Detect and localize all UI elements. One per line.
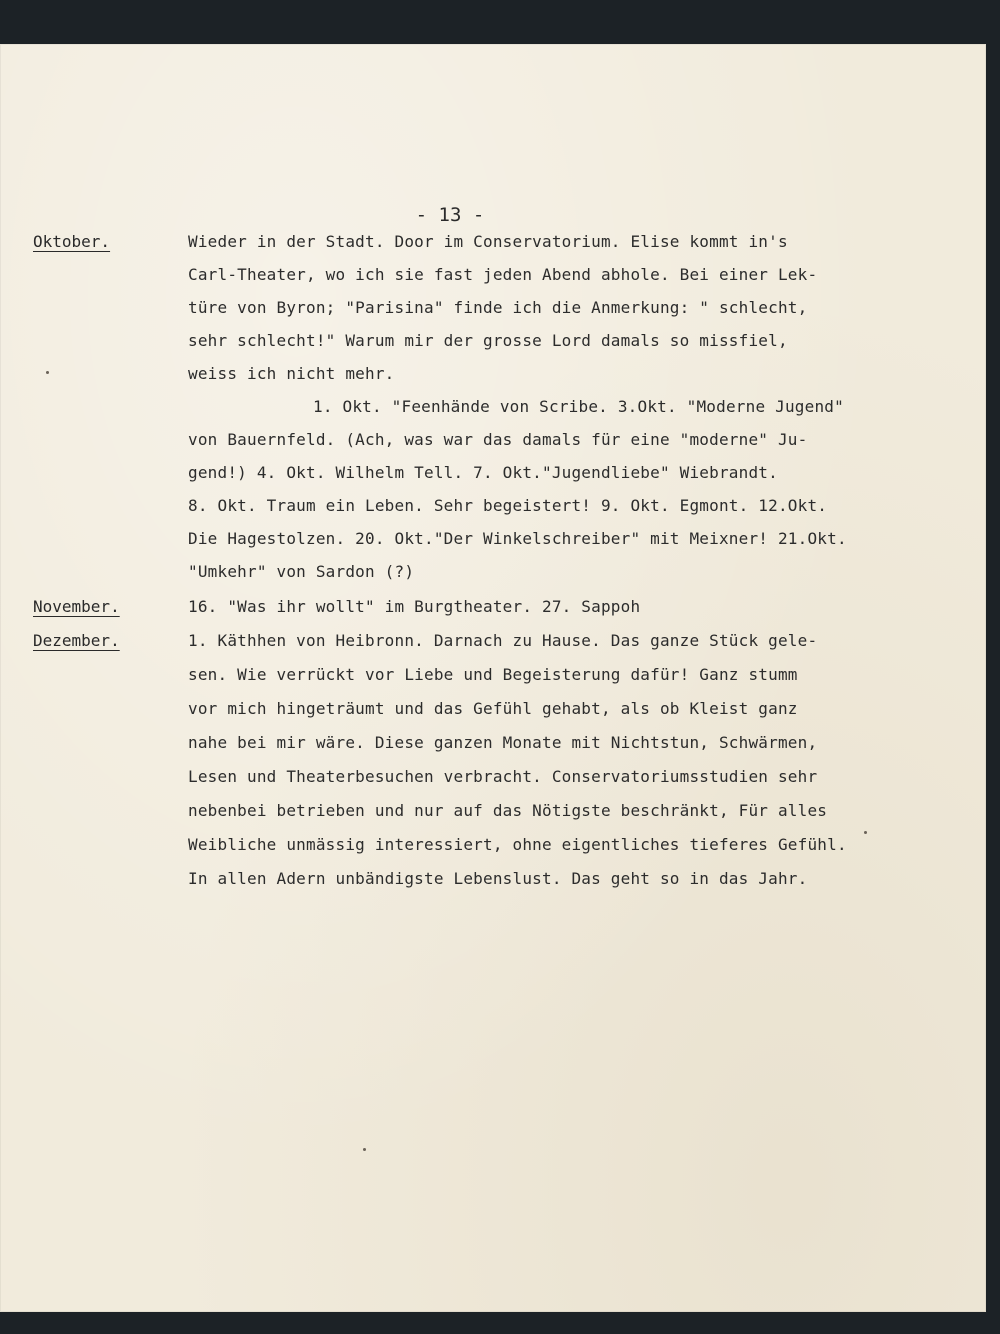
month-label: November. bbox=[33, 597, 120, 616]
text-line: Lesen und Theaterbesuchen verbracht. Conservatoriumsstudien sehr bbox=[188, 767, 818, 786]
month-label: Dezember. bbox=[33, 631, 120, 650]
text-line: In allen Adern unbändigste Lebenslust. Das geht so in das Jahr. bbox=[188, 869, 808, 888]
text-line: 1. Käthhen von Heibronn. Darnach zu Hause. Das ganze Stück gele- bbox=[188, 631, 818, 650]
text-line: nebenbei betrieben und nur auf das Nötigste beschränkt, Für alles bbox=[188, 801, 828, 820]
text-line: Wieder in der Stadt. Door im Conservatorium. Elise kommt in's bbox=[188, 232, 788, 251]
page-number: - 13 - bbox=[415, 204, 485, 226]
month-label: Oktober. bbox=[33, 232, 111, 251]
text-line: Carl-Theater, wo ich sie fast jeden Abend abhole. Bei einer Lek- bbox=[188, 265, 818, 284]
paper-speck bbox=[363, 1148, 366, 1151]
paper-speck bbox=[46, 371, 49, 374]
text-line: gend!) 4. Okt. Wilhelm Tell. 7. Okt."Jugendliebe" Wiebrandt. bbox=[188, 463, 778, 482]
text-line: Die Hagestolzen. 20. Okt."Der Winkelschreiber" mit Meixner! 21.Okt. bbox=[188, 529, 847, 548]
text-line: weiss ich nicht mehr. bbox=[188, 364, 395, 383]
text-line: 8. Okt. Traum ein Leben. Sehr begeistert! 9. Okt. Egmont. 12.Okt. bbox=[188, 496, 828, 515]
text-line: sen. Wie verrückt vor Liebe und Begeisterung dafür! Ganz stumm bbox=[188, 665, 798, 684]
text-line: türe von Byron; "Parisina" finde ich die Anmerkung: " schlecht, bbox=[188, 298, 808, 317]
typewritten-page bbox=[0, 44, 986, 1312]
text-line: 1. Okt. "Feenhände von Scribe. 3.Okt. "Moderne Jugend" bbox=[313, 397, 844, 416]
text-line: Weibliche unmässig interessiert, ohne eigentliches tieferes Gefühl. bbox=[188, 835, 847, 854]
text-line: 16. "Was ihr wollt" im Burgtheater. 27. Sappoh bbox=[188, 597, 641, 616]
text-line: sehr schlecht!" Warum mir der grosse Lord damals so missfiel, bbox=[188, 331, 788, 350]
text-line: nahe bei mir wäre. Diese ganzen Monate mit Nichtstun, Schwärmen, bbox=[188, 733, 818, 752]
text-line: von Bauernfeld. (Ach, was war das damals für eine "moderne" Ju- bbox=[188, 430, 808, 449]
paper-speck bbox=[864, 831, 867, 834]
text-line: "Umkehr" von Sardon (?) bbox=[188, 562, 415, 581]
text-line: vor mich hingeträumt und das Gefühl gehabt, als ob Kleist ganz bbox=[188, 699, 798, 718]
